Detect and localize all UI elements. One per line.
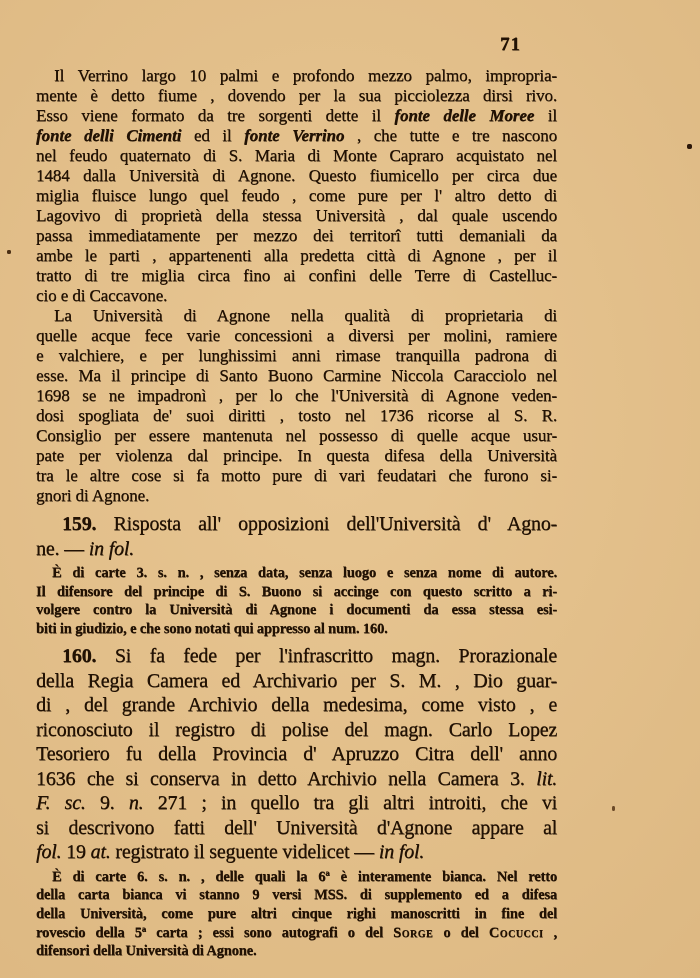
text-line (36, 486, 557, 506)
text-segment: 9. (85, 792, 129, 815)
text-line (36, 186, 557, 206)
text-segment: fol. (36, 841, 62, 864)
text-line (36, 924, 557, 943)
text-segment: di , del grande Archivio della medesima, come visto , e (36, 694, 557, 717)
text-line (36, 601, 557, 620)
text-segment: È di carte 6. s. n. , delle quali la 6ª è interamente bianca. Nel retto (52, 868, 557, 885)
text-line (36, 426, 557, 446)
text-line (36, 246, 557, 266)
text-line (36, 146, 557, 166)
text-segment: esse. Ma il principe di Santo Buono Carmine Niccola Caracciolo nel (36, 366, 557, 385)
text-column (36, 34, 557, 961)
text-line (36, 286, 557, 306)
text-segment: 159. (62, 513, 97, 535)
text-line (36, 226, 557, 246)
text-segment: dosi spogliata de' suoi diritti , tosto nel 1736 ricorse al S. R. (36, 406, 557, 425)
text-segment: 271 ; in quello tra gli altri introiti, che vi (143, 792, 557, 815)
text-line (36, 326, 557, 346)
text-line (36, 886, 557, 905)
text-segment: passa immediatamente per mezzo dei territorî tutti demaniali da (36, 226, 557, 245)
text-segment: Si fa fede per l'infrascritto magn. Prorazionale (96, 645, 557, 668)
text-line (36, 106, 557, 126)
text-line (36, 406, 557, 426)
text-segment: 1698 se ne impadronì , per lo che l'Università di Agnone veden- (36, 386, 557, 405)
text-segment: e valchiere, e per lunghissimi anni rimase tranquilla padrona di (36, 346, 557, 365)
text-segment: Sorge (393, 924, 434, 941)
text-line (36, 446, 557, 466)
entry-160-note (36, 868, 557, 961)
text-segment: tra le altre cose si fa motto pure di vari feudatari che furono si- (36, 466, 557, 485)
text-segment: Consiglio per essere mantenuta nel possesso di quelle acque usur- (36, 426, 557, 445)
text-line (36, 669, 557, 694)
text-segment: fonte Verrino (244, 126, 345, 145)
text-segment: , (543, 924, 557, 941)
text-line (36, 718, 557, 743)
text-line (36, 266, 557, 286)
entry-159-heading (36, 512, 557, 561)
text-line (36, 840, 557, 865)
text-segment: ne. — (36, 537, 89, 560)
text-line (36, 942, 557, 961)
ink-speck (687, 144, 692, 149)
text-segment: volgere contro la Università di Agnone i documenti da essa stessa esi- (36, 602, 557, 619)
text-line (36, 66, 557, 86)
text-line (36, 564, 557, 583)
text-segment: o del (433, 924, 489, 941)
text-segment: della carta bianca vi stanno 9 versi MSS. di supplemento ed a difesa (36, 887, 557, 904)
text-line (36, 816, 557, 841)
text-segment: 1484 dalla Università di Agnone. Questo fiumicello per circa due (36, 166, 557, 185)
text-segment: ed il (181, 126, 245, 145)
text-segment: fonte delle Moree (394, 106, 535, 125)
text-segment: Tesoriero fu della Provincia d' Apruzzo Citra dell' anno (36, 743, 557, 766)
text-segment: fonte delli Cimenti (36, 126, 182, 145)
text-segment: rovescio della 5ª carta ; essi sono autografi o del (36, 924, 394, 941)
text-line (36, 166, 557, 186)
text-line (36, 466, 557, 486)
text-line (36, 86, 557, 106)
text-segment: si descrivono fatti dell' Università d'Agnone appare al (36, 816, 557, 839)
text-segment: lit. (536, 767, 557, 790)
text-segment: gnori di Agnone. (36, 486, 150, 505)
entry-160-heading (36, 644, 557, 865)
text-line (36, 742, 557, 767)
text-line (36, 537, 557, 562)
text-line (36, 644, 557, 669)
text-segment: È di carte 3. s. n. , senza data, senza luogo e senza nome di autore. (52, 565, 557, 581)
text-segment: Esso viene formato da tre sorgenti dette il (36, 106, 395, 125)
ink-speck (612, 806, 615, 811)
entry-159-note (36, 564, 557, 638)
text-segment: 1636 che si conserva in detto Archivio nella Camera 3. (36, 767, 537, 790)
ink-speck (7, 250, 11, 254)
text-segment: Risposta all' opposizioni dell'Università d' Agno- (96, 513, 557, 535)
text-line (36, 693, 557, 718)
text-line (36, 206, 557, 226)
text-line (36, 791, 557, 816)
text-segment: biti in giudizio, e che sono notati qui appresso al num. 160. (36, 620, 388, 637)
text-segment: Cocucci (488, 924, 544, 941)
text-segment: il (534, 106, 558, 125)
text-segment: ambe le parti , appartenenti alla predetta città di Agnone , per il (36, 246, 557, 265)
text-segment: riconosciuto il registro di polise del magn. Carlo Lopez (36, 718, 557, 741)
text-segment: La Università di Agnone nella qualità di proprietaria di (54, 306, 557, 325)
text-line (36, 126, 557, 146)
text-line (36, 366, 557, 386)
text-segment: in fol. (88, 537, 134, 560)
text-segment: miglia fluisce lungo quel feudo , come pure per l' altro detto di (36, 186, 557, 205)
text-line (36, 868, 557, 887)
text-segment: della Università, come pure altri cinque righi manoscritti in fine del (36, 906, 557, 923)
text-line (36, 905, 557, 924)
text-segment: Il Verrino largo 10 palmi e profondo mezzo palmo, impropria- (54, 66, 557, 85)
text-segment: quelle acque fece varie concessioni a diversi per molini, ramiere (36, 326, 557, 345)
text-line (36, 620, 557, 639)
text-line (36, 767, 557, 792)
text-segment: F. sc. (36, 792, 86, 815)
text-line (36, 346, 557, 366)
text-line (36, 386, 557, 406)
text-segment: Lagovivo di proprietà della stessa Università , dal quale uscendo (36, 206, 557, 225)
text-segment: mente è detto fiume , dovendo per la sua picciolezza dirsi rivo. (36, 86, 557, 105)
text-segment: , che tutte e tre nascono (344, 126, 557, 145)
paragraph-verrino (36, 66, 557, 306)
text-segment: in fol. (378, 841, 425, 864)
text-segment: tratto di tre miglia circa fino ai confini delle Terre di Castelluc- (36, 266, 557, 285)
text-segment: pate per violenza dal principe. In questa difesa della Università (36, 446, 557, 465)
paragraph-universita-acque (36, 306, 557, 506)
text-segment: n. (128, 792, 144, 815)
text-line (36, 583, 557, 602)
text-segment: at. (90, 841, 111, 864)
text-segment: registrato il seguente videlicet — (110, 841, 379, 864)
text-line (36, 512, 557, 537)
text-line (36, 306, 557, 326)
text-segment: 19 (61, 841, 91, 864)
text-segment: nel feudo quaternato di S. Maria di Monte Capraro acquistato nel (36, 146, 557, 165)
page-number: 71 (500, 34, 521, 55)
text-segment: 160. (62, 645, 97, 668)
text-segment: della Regia Camera ed Archivario per S. M. , Dio guar- (36, 669, 557, 692)
text-segment: cio e di Caccavone. (36, 286, 168, 305)
text-segment: Il difensore del principe di S. Buono si accinge con questo scritto a ri- (36, 583, 557, 600)
text-segment: difensori della Università di Agnone. (36, 943, 257, 960)
